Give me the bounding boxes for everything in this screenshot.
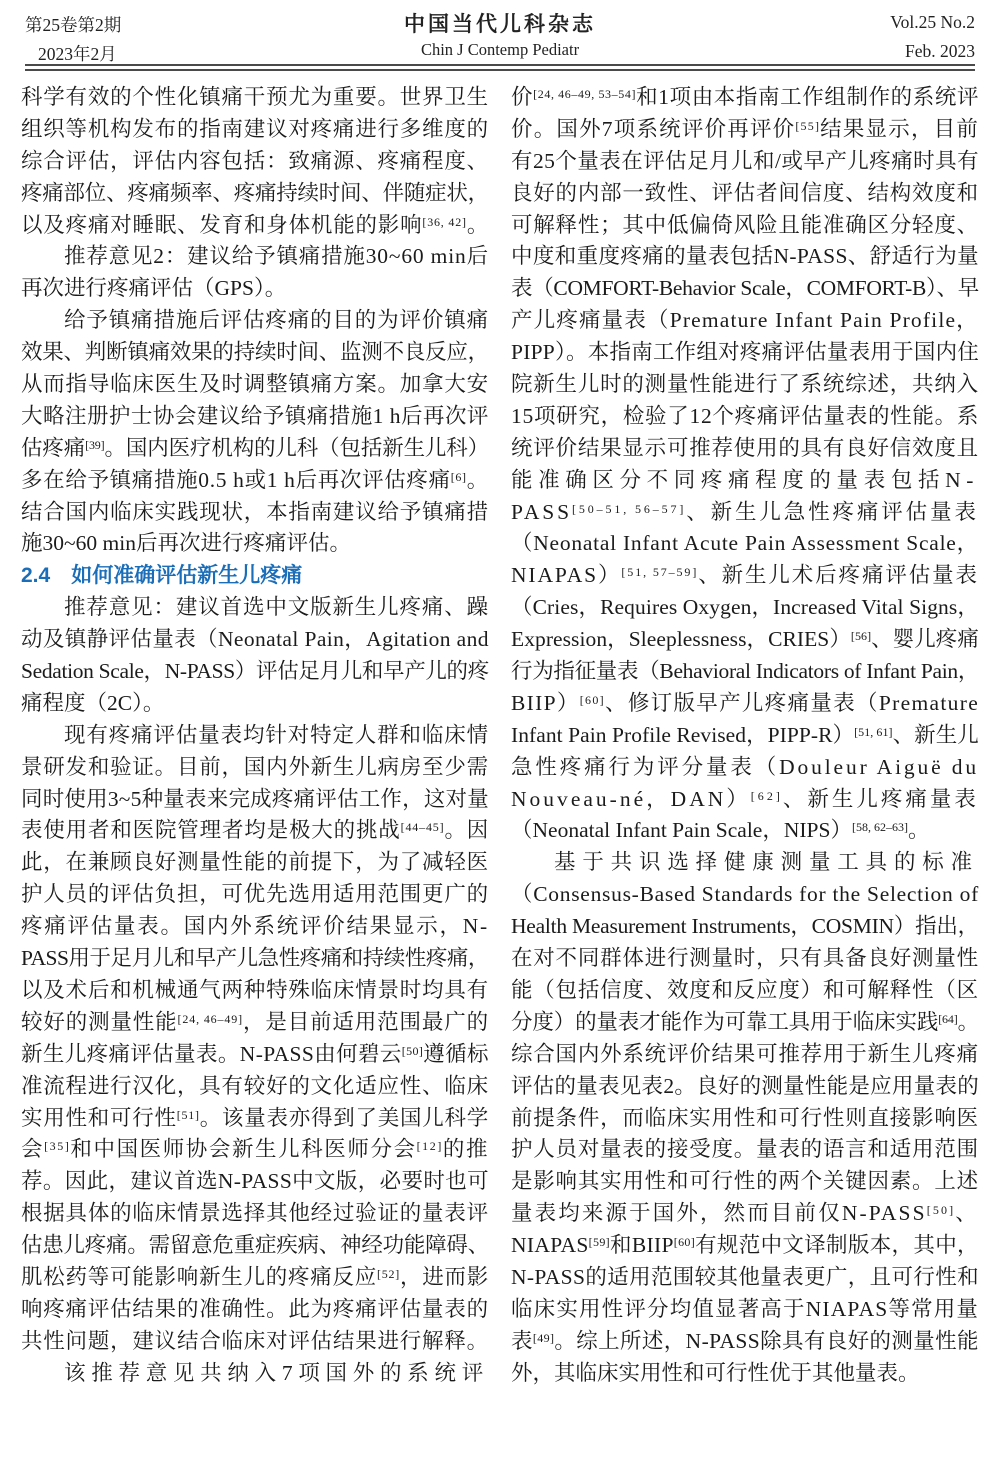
- body-line: [511, 497, 979, 529]
- line-text: 实用性和可行性[51]。该量表亦得到了美国儿科学: [21, 1105, 489, 1130]
- line-text: 共性问题，建议结合临床对评估结果进行解释。: [21, 1328, 489, 1353]
- line-text: 施30~60 min后再次进行疼痛评估。: [21, 531, 351, 556]
- reference-superscript: [51, 57–59]: [621, 565, 699, 580]
- line-text: 可解释性；其中低偏倚风险且能准确区分轻度、: [511, 212, 979, 237]
- line-text: PASS[50–51, 56–57]、新生儿急性疼痛评估量表: [511, 499, 979, 524]
- line-text: 综合评估，评估内容包括：致痛源、疼痛程度、: [21, 148, 489, 173]
- line-text: 新生儿疼痛评估量表。N-PASS由何碧云[50]遵循标: [21, 1041, 489, 1066]
- line-text: N-PASS的适用范围较其他量表更广，且可行性和: [511, 1264, 979, 1289]
- line-text: 外，其临床实用性和可行性优于其他量表。: [511, 1360, 920, 1385]
- line-text: 价。国外7项系统评价再评价[55]结果显示，目前: [511, 116, 979, 141]
- line-text: 从而指导临床医生及时调整镇痛方案。加拿大安: [21, 372, 489, 397]
- body-line: [511, 847, 979, 879]
- reference-superscript: [58, 62–63]: [851, 820, 908, 835]
- body-line: [511, 114, 979, 146]
- body-line: [511, 401, 979, 433]
- date-en: Feb. 2023: [905, 41, 975, 61]
- line-text: 结合国内临床实践现状，本指南建议给予镇痛措: [21, 499, 489, 524]
- line-text: 较好的测量性能[24, 46–49]，是目前适用范围最广的: [21, 1009, 489, 1034]
- body-line: [511, 1071, 979, 1103]
- line-text: 痛程度（2C）。: [21, 690, 165, 715]
- line-text: 良好的内部一致性、评估者间信度、结构效度和: [511, 180, 979, 205]
- line-text: 产儿疼痛量表（Premature Infant Pain Profile，: [511, 308, 979, 333]
- body-line: [511, 1326, 979, 1358]
- line-text: 同时使用3~5种量表来完成疼痛评估工作，这对量: [21, 786, 489, 811]
- line-text: 急性疼痛行为评分量表（Douleur Aiguë du: [511, 754, 979, 779]
- body-line: [21, 1166, 489, 1198]
- body-line: [511, 911, 979, 943]
- date-cn: 2023年2月: [38, 44, 117, 64]
- line-text: 有25个量表在评估足月儿和/或早产儿疼痛时具有: [511, 148, 979, 173]
- line-text: 是影响其实用性和可行性的两个关键因素。上述: [511, 1169, 979, 1194]
- line-text: （Consensus-Based Standards for the Selection of: [511, 882, 979, 907]
- body-line: [21, 975, 489, 1007]
- body-line: [21, 1071, 489, 1103]
- line-text: 以及疼痛对睡眠、发育和身体机能的影响[36, 42]。: [21, 212, 489, 237]
- line-text: 能准确区分不同疼痛程度的量表包括N-: [511, 467, 979, 492]
- body-line: [21, 1294, 489, 1326]
- body-line: [511, 528, 979, 560]
- body-line: [21, 592, 489, 624]
- body-line: [511, 210, 979, 242]
- line-text: 价[24, 46–49, 53–54]和1项由本指南工作组制作的系统评: [511, 85, 979, 109]
- body-line: [21, 656, 489, 688]
- line-text: 15项研究，检验了12个疼痛评估量表的性能。系: [511, 403, 979, 428]
- line-text: 会[35]和中国医师协会新生儿科医师分会[12]的推: [21, 1137, 489, 1162]
- body-line: [21, 847, 489, 879]
- line-text: 根据具体的临床情景选择其他经过验证的量表评: [21, 1201, 489, 1226]
- body-line: [21, 401, 489, 433]
- line-text: 2.4 如何准确评估新生儿疼痛: [21, 564, 303, 588]
- reference-superscript: [51, 61]: [854, 724, 893, 739]
- body-line: [511, 465, 979, 497]
- body-line: [511, 656, 979, 688]
- body-line: [511, 241, 979, 273]
- body-line: [511, 273, 979, 305]
- volume-issue-en: Vol.25 No.2: [890, 12, 975, 32]
- body-line: [21, 1134, 489, 1166]
- volume-issue-cn: 第25卷第2期: [25, 15, 122, 35]
- line-text: 护人员的评估负担，可优先选用适用范围更广的: [21, 882, 489, 907]
- body-line: [21, 1262, 489, 1294]
- line-text: Sedation Scale，N-PASS）评估足月儿和早产儿的疼: [21, 659, 489, 684]
- body-line: [21, 210, 489, 242]
- line-text: 在对不同群体进行测量时，只有具备良好测量性: [511, 946, 979, 971]
- body-line: [21, 465, 489, 497]
- body-line: [21, 815, 489, 847]
- line-text: 组织等机构发布的指南建议对疼痛进行多维度的: [21, 116, 489, 141]
- reference-superscript: [50]: [926, 1203, 956, 1218]
- reference-superscript: [6]: [450, 469, 467, 484]
- line-text: 此，在兼顾良好测量性能的前提下，为了减轻医: [21, 850, 489, 875]
- reference-superscript: [55]: [795, 118, 821, 133]
- body-line: [511, 784, 979, 816]
- body-line: [21, 497, 489, 529]
- body-line: [21, 433, 489, 465]
- section-heading: [21, 560, 489, 592]
- line-text: 多在给予镇痛措施0.5 h或1 h后再次评估疼痛[6]。: [21, 467, 489, 492]
- line-text: 准流程进行汉化，具有较好的文化适应性、临床: [21, 1073, 489, 1098]
- body-line: [511, 1103, 979, 1135]
- body-line: [511, 624, 979, 656]
- left-column: [21, 82, 489, 1390]
- reference-superscript: [50–51, 56–57]: [571, 501, 687, 516]
- reference-superscript: [24, 46–49]: [177, 1011, 243, 1026]
- body-line: [21, 241, 489, 273]
- body-line: [511, 146, 979, 178]
- line-text: Expression，Sleeplessness，CRIES）[56]、婴儿疼痛: [511, 627, 979, 652]
- body-line: [511, 337, 979, 369]
- journal-title-cn: 中国当代儿科杂志: [404, 12, 596, 36]
- right-column: [511, 82, 979, 1390]
- line-text: 效果、判断镇痛效果的持续时间、监测不良反应，: [21, 340, 489, 365]
- line-text: PASS用于足月儿和早产儿急性疼痛和持续性疼痛，: [21, 946, 489, 971]
- line-text: Nouveau-né，DAN）[62]、新生儿疼痛量表: [511, 786, 979, 811]
- line-text: 中度和重度疼痛的量表包括N-PASS、舒适行为量: [511, 244, 979, 269]
- body-line: [511, 1007, 979, 1039]
- reference-superscript: [60]: [673, 1235, 696, 1250]
- line-text: 综合国内外系统评价结果可推荐用于新生儿疼痛: [511, 1041, 979, 1066]
- reference-superscript: [56]: [850, 629, 872, 644]
- line-text: PIPP）。本指南工作组对疼痛评估量表用于国内住: [511, 340, 979, 365]
- body-line: [21, 273, 489, 305]
- line-text: （Cries，Requires Oxygen，Increased Vital Signs，: [511, 595, 979, 620]
- body-line: [511, 592, 979, 624]
- body-line: [511, 975, 979, 1007]
- line-text: 护人员对量表的接受度。量表的语言和适用范围: [511, 1137, 979, 1162]
- reference-superscript: [44–45]: [400, 820, 445, 835]
- body-line: [511, 1262, 979, 1294]
- reference-superscript: [24, 46–49, 53–54]: [533, 87, 637, 101]
- reference-superscript: [49]: [532, 1330, 555, 1345]
- line-text: 以及术后和机械通气两种特殊临床情景时均具有: [21, 977, 489, 1002]
- line-text: NIAPAS[59]和BIIP[60]有规范中文译制版本，其中，: [511, 1233, 979, 1258]
- body-line: [511, 305, 979, 337]
- line-text: Infant Pain Profile Revised，PIPP-R）[51, 61]、新生儿: [511, 722, 979, 747]
- reference-superscript: [51]: [176, 1107, 200, 1122]
- body-line: [21, 305, 489, 337]
- line-text: 景研发和验证。目前，国内外新生儿病房至少需: [21, 754, 489, 779]
- reference-superscript: [35]: [44, 1139, 71, 1154]
- body-line: [511, 1039, 979, 1071]
- body-line: [21, 1358, 489, 1390]
- line-text: 荐。因此，建议首选N-PASS中文版，必要时也可: [21, 1169, 489, 1194]
- line-text: 大略注册护士协会建议给予镇痛措施1 h后再次评: [21, 403, 489, 428]
- body-line: [511, 82, 979, 114]
- reference-superscript: [64]: [938, 1011, 958, 1026]
- body-line: [511, 815, 979, 847]
- line-text: 推荐意见：建议首选中文版新生儿疼痛、躁: [64, 595, 489, 620]
- body-line: [21, 528, 489, 560]
- header-double-rule: [25, 64, 975, 71]
- body-line: [21, 178, 489, 210]
- body-line: [21, 720, 489, 752]
- body-line: [511, 720, 979, 752]
- line-text: 表[49]。综上所述，N-PASS除具有良好的测量性能: [511, 1328, 979, 1353]
- line-text: 能（包括信度、效度和反应度）和可解释性（区: [511, 977, 979, 1002]
- body-line: [21, 784, 489, 816]
- body-line: [511, 943, 979, 975]
- line-text: 前提条件，而临床实用性和可行性则直接影响医: [511, 1105, 979, 1130]
- line-text: 估疼痛[39]。国内医疗机构的儿科（包括新生儿科）: [21, 435, 489, 460]
- body-line: [21, 879, 489, 911]
- body-line: [21, 1007, 489, 1039]
- body-line: [511, 1166, 979, 1198]
- line-text: 表（COMFORT-Behavior Scale，COMFORT-B）、早: [511, 276, 979, 301]
- body-line: [21, 943, 489, 975]
- body-line: [511, 688, 979, 720]
- line-text: 评估的量表见表2。良好的测量性能是应用量表的: [511, 1073, 979, 1098]
- body-line: [21, 82, 489, 114]
- line-text: 分度）的量表才能作为可靠工具用于临床实践[64]。: [511, 1009, 979, 1034]
- reference-superscript: [39]: [85, 437, 105, 452]
- line-text: 疼痛评估量表。国内外系统评价结果显示，N-: [21, 914, 489, 939]
- body-line: [21, 1326, 489, 1358]
- body-line: [511, 433, 979, 465]
- line-text: 基于共识选择健康测量工具的标准: [554, 850, 979, 875]
- body-line: [21, 624, 489, 656]
- body-line: [21, 369, 489, 401]
- line-text: 动及镇静评估量表（Neonatal Pain，Agitation and: [21, 627, 489, 652]
- body-line: [511, 752, 979, 784]
- line-text: 推荐意见2：建议给予镇痛措施30~60 min后: [64, 244, 489, 269]
- reference-superscript: [12]: [416, 1139, 443, 1154]
- line-text: 再次进行疼痛评估（GPS）。: [21, 276, 287, 301]
- body-line: [511, 1358, 979, 1390]
- line-text: 给予镇痛措施后评估疼痛的目的为评价镇痛: [64, 308, 489, 333]
- line-text: 估患儿疼痛。需留意危重症疾病、神经功能障碍、: [21, 1233, 489, 1258]
- body-line: [21, 1198, 489, 1230]
- line-text: 院新生儿时的测量性能进行了系统综述，共纳入: [511, 372, 979, 397]
- journal-title-en: Chin J Contemp Pediatr: [420, 40, 580, 59]
- line-text: 肌松药等可能影响新生儿的疼痛反应[52]，进而影: [21, 1264, 489, 1289]
- line-text: BIIP）[60]、修订版早产儿疼痛量表（Premature: [511, 690, 979, 715]
- line-text: 该推荐意见共纳入7项国外的系统评: [64, 1360, 489, 1385]
- line-text: （Neonatal Infant Pain Scale，NIPS）[58, 62–63]。: [511, 818, 930, 843]
- reference-superscript: [36, 42]: [422, 214, 467, 229]
- body-line: [21, 688, 489, 720]
- line-text: （Neonatal Infant Acute Pain Assessment Scale，: [511, 531, 979, 556]
- body-line: [511, 1294, 979, 1326]
- body-line: [511, 879, 979, 911]
- reference-superscript: [60]: [579, 692, 605, 707]
- reference-superscript: [59]: [588, 1235, 610, 1250]
- reference-superscript: [62]: [750, 788, 783, 803]
- line-text: NIAPAS）[51, 57–59]、新生儿术后疼痛评估量表: [511, 563, 979, 588]
- body-line: [511, 560, 979, 592]
- line-text: 统评价结果显示可推荐使用的具有良好信效度且: [511, 435, 979, 460]
- body-line: [511, 369, 979, 401]
- body-line: [21, 1103, 489, 1135]
- body-line: [21, 752, 489, 784]
- body-line: [21, 1230, 489, 1262]
- line-text: 表使用者和医院管理者均是极大的挑战[44–45]。因: [21, 818, 489, 843]
- body-line: [21, 1039, 489, 1071]
- body-line: [511, 1134, 979, 1166]
- body-line: [511, 178, 979, 210]
- body-line: [21, 911, 489, 943]
- reference-superscript: [50]: [401, 1043, 424, 1058]
- line-text: 疼痛部位、疼痛频率、疼痛持续时间、伴随症状，: [21, 180, 489, 205]
- body-line: [511, 1230, 979, 1262]
- reference-superscript: [52]: [377, 1266, 401, 1281]
- line-text: Health Measurement Instruments，COSMIN）指出，: [511, 914, 979, 939]
- line-text: 量表均来源于国外，然而目前仅N-PASS[50]、: [511, 1201, 979, 1226]
- body-line: [511, 1198, 979, 1230]
- line-text: 临床实用性评分均值显著高于NIAPAS等常用量: [511, 1296, 979, 1321]
- line-text: 响疼痛评估结果的准确性。此为疼痛评估量表的: [21, 1296, 489, 1321]
- line-text: 科学有效的个性化镇痛干预尤为重要。世界卫生: [21, 85, 489, 109]
- line-text: 现有疼痛评估量表均针对特定人群和临床情: [64, 722, 489, 747]
- body-line: [21, 114, 489, 146]
- line-text: 行为指征量表（Behavioral Indicators of Infant Pain，: [511, 659, 979, 684]
- body-line: [21, 337, 489, 369]
- body-line: [21, 146, 489, 178]
